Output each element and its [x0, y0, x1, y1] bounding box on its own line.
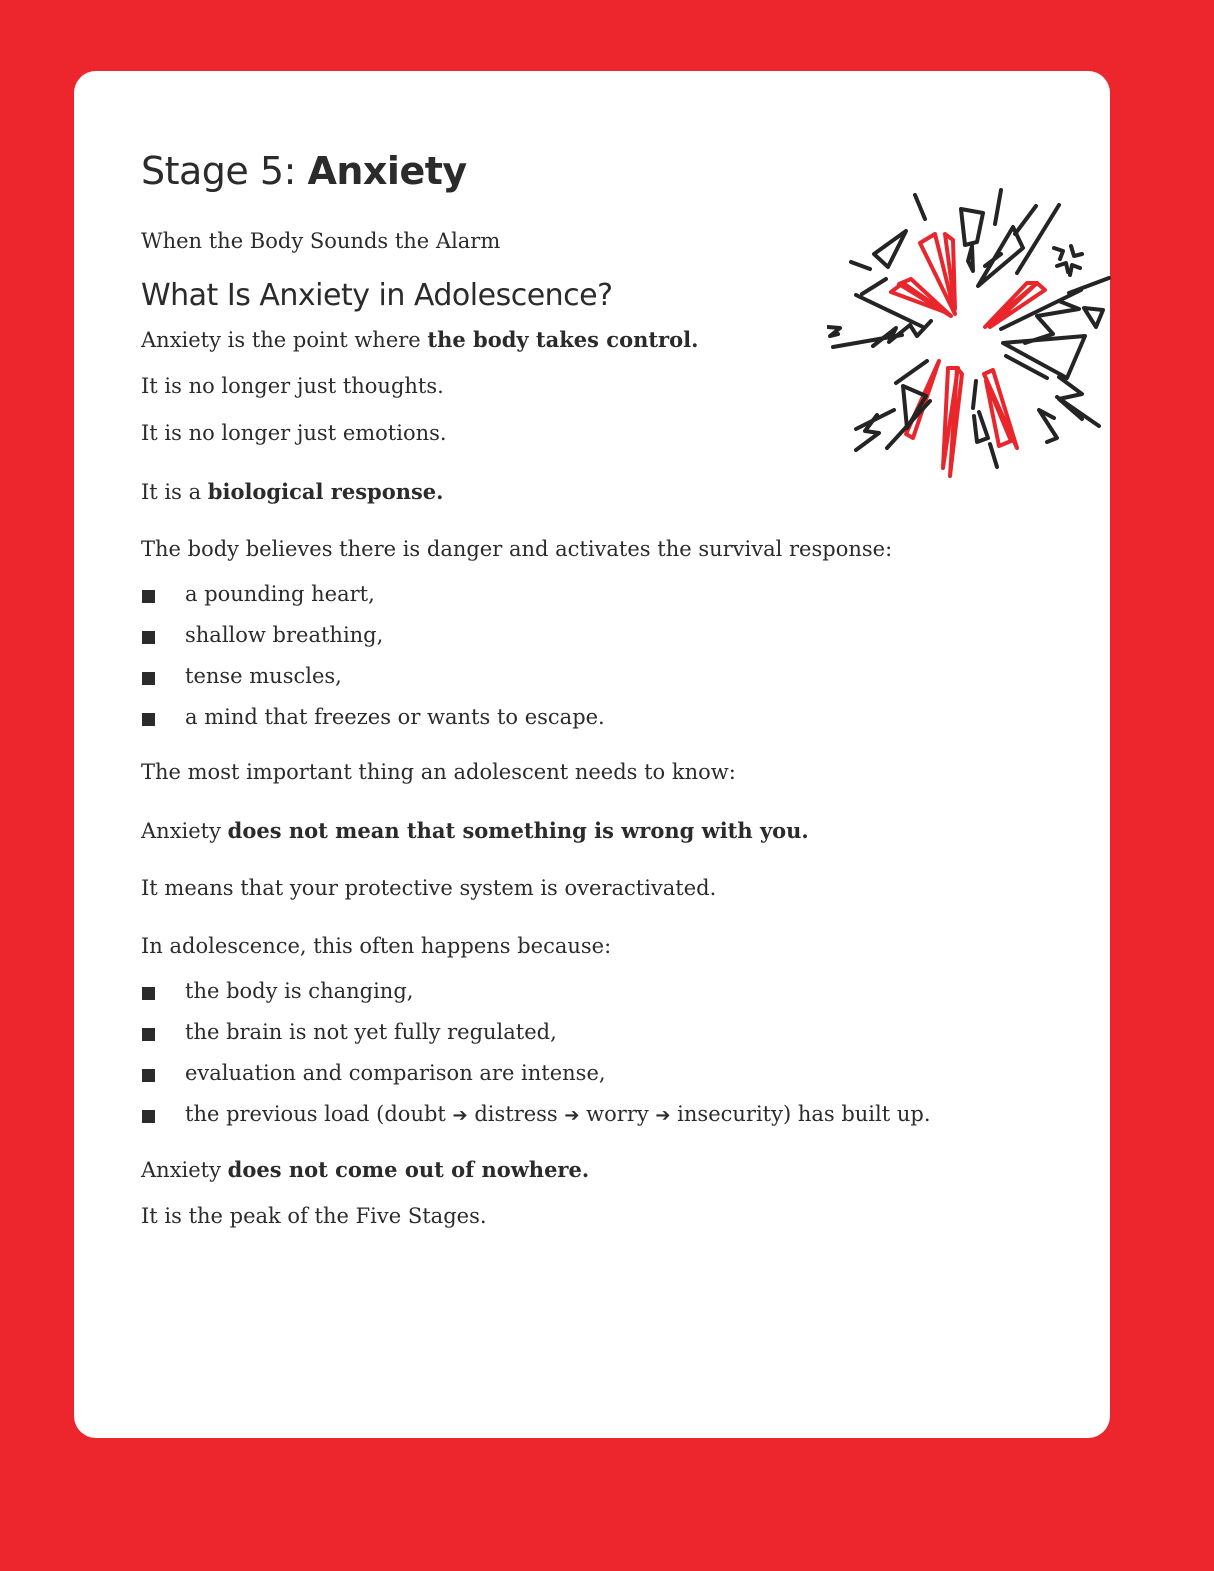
square-bullet-icon — [142, 631, 155, 644]
intro-paragraph-2: It is no longer just thoughts. — [141, 374, 444, 398]
content-card: Stage 5: Anxiety When the Body Sounds the Alarm What Is Anxiety in Adolescence? Anxiety is the point where the body takes control. It is no longer just thoughts. It is no longer just emotions. It is a biological response. The body believes there is danger and activates the survival response: a pounding heart, shallow breathing, tense muscles, a mind that freezes or wants to escape. The most important thing an adolescent needs to know: Anxiety does not mean that something is wrong with you. It means that your protective system is overactivated. In adolescence, this often happens because: the body is changing, the brain is not yet fully regulated, evaluation and comparison are intense, the previous load (doubt ➔ distress ➔ worry ➔ insecurity) has built up. Anxiety does not come out of nowhere. It is the peak of the Five Stages. — [74, 71, 1110, 1438]
square-bullet-icon — [142, 1110, 155, 1123]
intro-paragraph-3: It is no longer just emotions. — [141, 421, 447, 445]
middle-paragraph-2: Anxiety does not mean that something is wrong with you. — [141, 818, 809, 843]
intro-paragraph-5: The body believes there is danger and activates the survival response: — [141, 537, 893, 561]
page-title: Stage 5: Anxiety — [141, 149, 467, 193]
anxiety-burst-icon — [827, 186, 1117, 481]
right-arrow-icon: ➔ — [655, 1105, 671, 1126]
square-bullet-icon — [142, 672, 155, 685]
section-heading: What Is Anxiety in Adolescence? — [141, 278, 613, 313]
square-bullet-icon — [142, 1069, 155, 1082]
square-bullet-icon — [142, 987, 155, 1000]
right-arrow-icon: ➔ — [452, 1105, 468, 1126]
closing-paragraph-2: It is the peak of the Five Stages. — [141, 1204, 487, 1228]
closing-paragraph-1: Anxiety does not come out of nowhere. — [141, 1157, 590, 1182]
square-bullet-icon — [142, 590, 155, 603]
square-bullet-icon — [142, 1028, 155, 1041]
middle-paragraph-3: It means that your protective system is overactivated. — [141, 876, 717, 900]
middle-paragraph-4: In adolescence, this often happens because: — [141, 934, 612, 958]
right-arrow-icon: ➔ — [564, 1105, 580, 1126]
page-subtitle: When the Body Sounds the Alarm — [141, 229, 501, 253]
middle-paragraph-1: The most important thing an adolescent needs to know: — [141, 760, 736, 784]
intro-paragraph-1: Anxiety is the point where the body takes control. — [141, 327, 699, 352]
intro-paragraph-4: It is a biological response. — [141, 479, 444, 504]
square-bullet-icon — [142, 713, 155, 726]
